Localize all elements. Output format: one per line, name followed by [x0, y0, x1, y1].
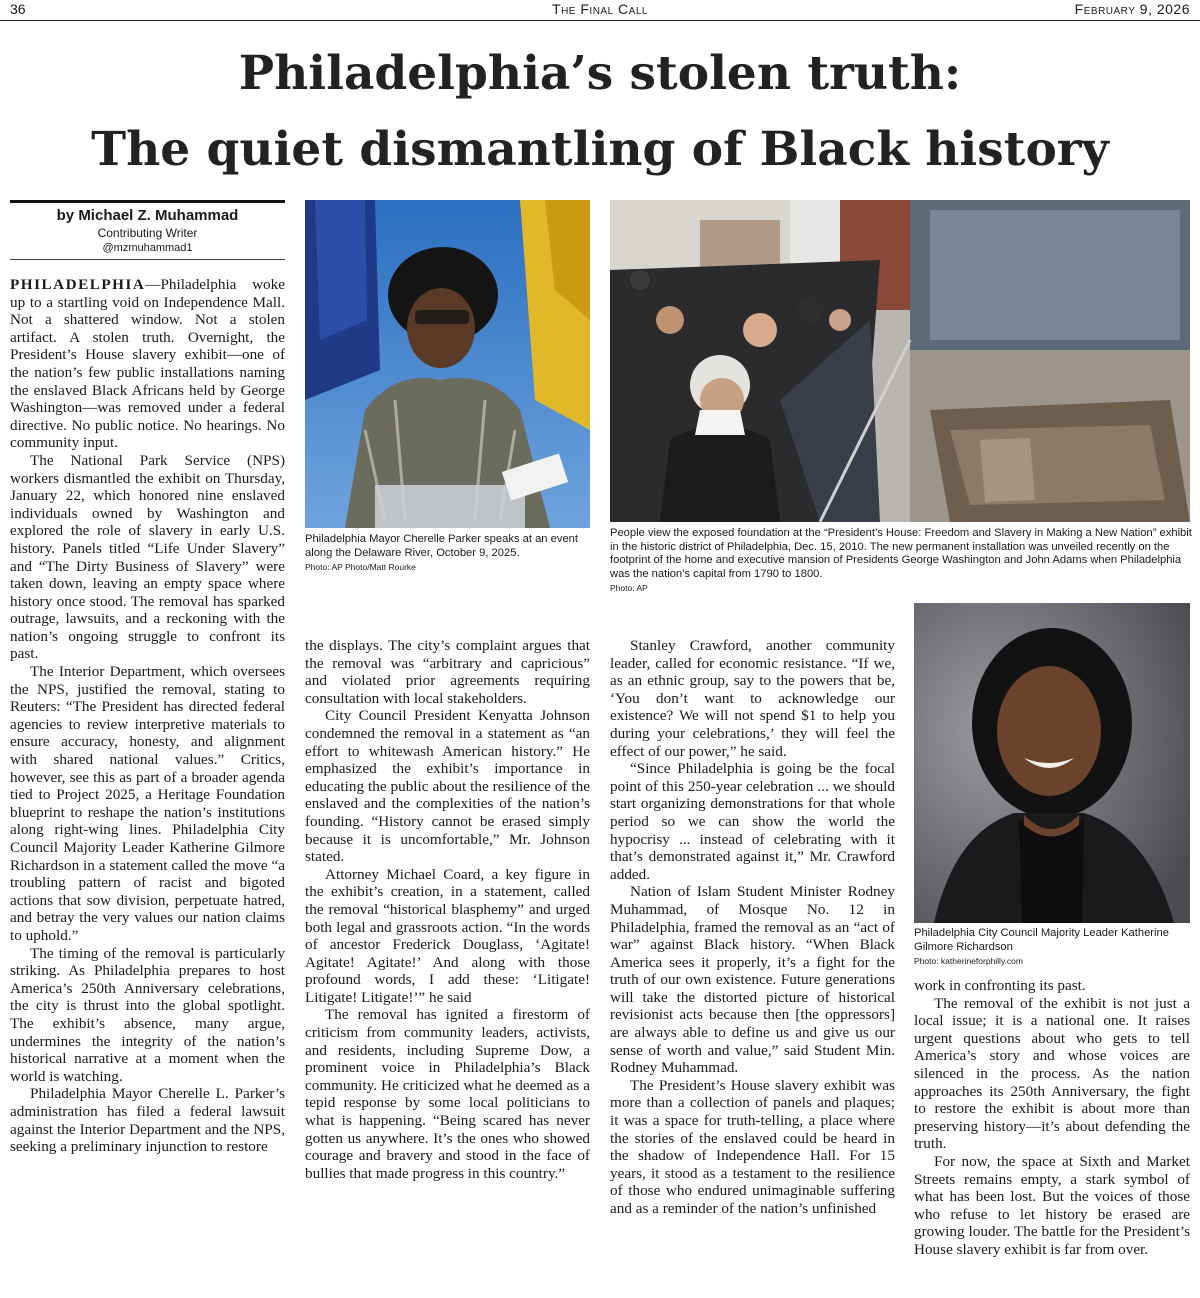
photo-credit: Photo: AP Photo/Matt Rourke	[305, 562, 416, 572]
publication-name: The Final Call	[552, 1, 648, 17]
headline-line-1: Philadelphia’s stolen truth:	[238, 46, 962, 101]
author-handle: @mzmuhammad1	[102, 242, 193, 254]
photo-credit: Photo: katherineforphilly.com	[914, 956, 1023, 966]
paragraph: the displays. The city’s complaint argues that the removal was “arbitrary and capricious” and violated prior agreements requiring consultation with local stakeholders.	[305, 637, 590, 707]
article-column-2	[305, 637, 590, 1182]
paragraph: For now, the space at Sixth and Market Streets remains empty, a stark symbol of what has been lost. But the voices of those who refuse to let history be erased are growing louder. The battle for the President’s House slavery exhibit is far from over.	[914, 1152, 1190, 1258]
caption-text: Philadelphia Mayor Cherelle Parker speaks at an event along the Delaware River, October 9, 2025.	[305, 533, 579, 559]
paragraph: “Since Philadelphia is going be the focal point of this 250-year celebration ... we should start organizing demonstrations for that whole period so we can show the world the hypocrisy ... instead of celebrating with it that’s demonstrated against it,” Mr. Crawford added.	[610, 760, 895, 883]
paragraph	[10, 276, 285, 452]
page-header-bar	[0, 0, 1200, 21]
author-role: Contributing Writer	[97, 226, 198, 240]
paragraph: Nation of Islam Student Minister Rodney Muhammad, of Mosque No. 12 in Philadelphia, framed the removal as an “act of war” against Black history. “When Black America sees it properly, it’s a fight for the truth of our own existence. Future generations will take the distorted picture of historical revisionist acts because then [the oppressors] are always able to define us and give us our sense of worth and value,” said Student Min. Rodney Muhammad.	[610, 883, 895, 1077]
photo-katherine-gilmore-richardson	[914, 603, 1190, 923]
crowd-image	[610, 200, 1190, 522]
paragraph: The timing of the removal is particularly striking. As Philadelphia prepares to host America’s 250th Anniversary celebrations, the city is thrust into the global spotlight. The exhibit’s absence, many argue, undermines the integrity of the nation’s historical narrative at a moment when the world is watching.	[10, 944, 285, 1085]
caption-presidents-house	[610, 527, 1192, 593]
article-column-3	[610, 637, 895, 1218]
photo-credit: Photo: AP	[610, 583, 648, 593]
dateline: PHILADELPHIA	[10, 276, 146, 293]
paragraph: Philadelphia Mayor Cherelle L. Parker’s administration has filed a federal lawsuit against the Interior Department and the NPS, seeking a preliminary injunction to restore	[10, 1085, 285, 1156]
paragraph: work in confronting its past.	[914, 977, 1086, 994]
article-column-1	[10, 276, 285, 1156]
caption-text: Philadelphia City Council Majority Leader Katherine Gilmore Richardson	[914, 927, 1169, 953]
mayor-parker-image	[305, 200, 590, 528]
paragraph: City Council President Kenyatta Johnson condemned the removal in a statement as “an effort to whitewash American history.” He emphasized the exhibit’s importance in educating the public about the resilience of the enslaved and the complexities of the nation’s founding. “History cannot be erased simply because it is uncomfortable,” Mr. Johnson stated.	[305, 707, 590, 866]
byline	[10, 200, 285, 260]
caption-text: People view the exposed foundation at the “President’s House: Freedom and Slavery in Making a New Nation” exhibit in the historic district of Philadelphia, Dec. 15, 2010. The new permanent installation was unveiled recently on the footprint of the home and executive mansion of Presidents George Washington and John Adams when Philadelphia was the nation’s capital from 1790 to 1800.	[610, 527, 1192, 580]
paragraph: The President’s House slavery exhibit was more than a collection of panels and plaques; it was a space for truth-telling, a place where the stories of the enslaved could be heard in the shadow of Independence Hall. For 15 years, it stood as a testament to the resilience of those who endured unimaginable suffering and as a reminder of the nation’s unfinished	[610, 1076, 895, 1217]
photo-mayor-parker	[305, 200, 590, 528]
paragraph: Stanley Crawford, another community leader, called for economic resistance. “If we, as an ethnic group, say to the powers that be, ‘You don’t want to acknowledge our existence? We will not spend $1 to help you during your celebrations,’ they will feel the effect of our power,” he said.	[610, 637, 895, 760]
issue-date: February 9, 2026	[1074, 1, 1190, 17]
caption-richardson	[914, 927, 1192, 966]
article-column-4	[914, 977, 1190, 1259]
paragraph: The removal of the exhibit is not just a local issue; it is a national one. It raises urgent questions about who gets to tell America’s story and whose voices are silenced in the process. As the nation approaches its 250th Anniversary, the fight to restore the exhibit is about more than preserving history—it’s about defending the truth.	[914, 994, 1190, 1153]
author-name: by Michael Z. Muhammad	[56, 207, 239, 224]
page-number: 36	[10, 1, 26, 17]
paragraph-text: —Philadelphia woke up to a startling void on Independence Mall. Not a shattered window. Not a stolen artifact. A stolen truth. Overnight, the President’s House slavery exhibit—one of the nation’s few public installations naming the enslaved Black Africans held by George Washington—was removed under a federal directive. No public notice. No hearings. No community input.	[10, 276, 285, 452]
paragraph: The Interior Department, which oversees the NPS, justified the removal, stating to Reuters: “The President has directed federal agencies to review interpretive materials to ensure accuracy, honesty, and alignment with shared national values.” Critics, however, see this as part of a broader agenda tied to Project 2025, a Heritage Foundation blueprint to reshape the nation’s institutions along right-wing lines. Philadelphia City Council Majority Leader Katherine Gilmore Richardson in a statement called the move “a troubling pattern of racist and bigoted actions that sow division, perpetuate hatred, and betray the very values our nation claims to uphold.”	[10, 663, 285, 944]
paragraph: The National Park Service (NPS) workers dismantled the exhibit on Thursday, January 22, which honored nine enslaved individuals owned by Washington and explored the role of slavery in early U.S. history. Panels titled “Life Under Slavery” and “The Dirty Business of Slavery” were taken down, leaving an empty space where history once stood. The removal has sparked outrage, lawsuits, and a reckoning with the nation’s ongoing struggle to confront its past.	[10, 451, 285, 663]
photo-presidents-house-crowd	[610, 200, 1190, 522]
paragraph: Attorney Michael Coard, a key figure in the exhibit’s creation, in a statement, called the removal “historical blasphemy” and urged both legal and grassroots action. “In the words of ancestor Frederick Douglass, ‘Agitate! Agitate! Agitate!’ And along with those profound words, I add these: ‘Litigate! Litigate! Litigate!’” he said	[305, 865, 590, 1006]
headline-line-2: The quiet dismantling of Black history	[91, 122, 1109, 177]
paragraph: The removal has ignited a firestorm of criticism from community leaders, activists, and residents, including Supreme Dow, a prominent voice in Philadelphia’s Black community. He criticized what he deemed as a tepid response by some local politicians to what is happening. “Being scared has never gotten us anywhere. It’s the ones who showed courage and bravery and stood in the face of bullies that made progress in this country.”	[305, 1006, 590, 1182]
richardson-portrait-image	[914, 603, 1190, 923]
caption-mayor-parker	[305, 533, 595, 572]
